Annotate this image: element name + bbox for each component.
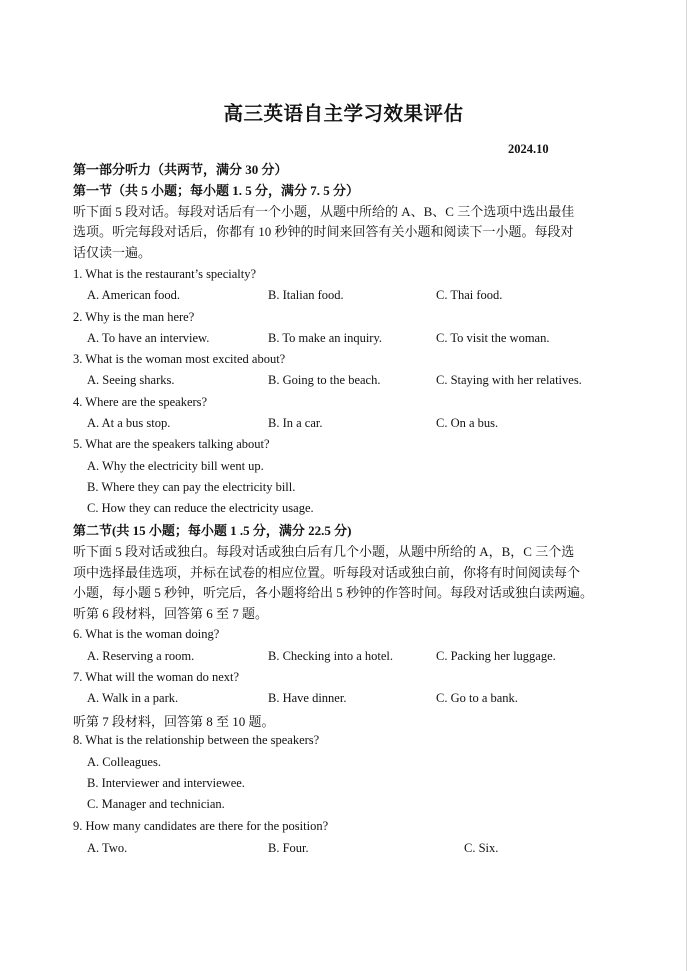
question-stem-4: 4. Where are the speakers? [73, 395, 208, 409]
section2-instruction-line: 项中选择最佳选项，并标在试卷的相应位置。听每段对话或独白前，你将有时间阅读每个 [73, 565, 581, 580]
q8-option-c: C. Manager and technician. [87, 797, 225, 811]
q6-option-b: B. Checking into a hotel. [268, 649, 393, 663]
section1-heading: 第一节（共 5 小题；每小题 1. 5 分，满分 7. 5 分） [73, 183, 360, 198]
question-stem-1: 1. What is the restaurant’s specialty? [73, 267, 257, 281]
q2-option-c: C. To visit the woman. [436, 331, 550, 345]
q7-option-c: C. Go to a bank. [436, 691, 518, 705]
page-title: 高三英语自主学习效果评估 [223, 104, 464, 125]
question-stem-6: 6. What is the woman doing? [73, 627, 220, 641]
exam-date: 2024.10 [508, 142, 549, 156]
q3-option-b: B. Going to the beach. [268, 373, 381, 387]
q6-option-c: C. Packing her luggage. [436, 649, 556, 663]
q4-option-b: B. In a car. [268, 416, 323, 430]
q8-option-a: A. Colleagues. [87, 755, 161, 769]
q9-option-b: B. Four. [268, 841, 309, 855]
q1-option-c: C. Thai food. [436, 288, 503, 302]
q7-option-b: B. Have dinner. [268, 691, 347, 705]
q3-option-a: A. Seeing sharks. [87, 373, 175, 387]
section2-instruction-line: 小题，每小题 5 秒钟，听完后，各小题将给出 5 秒钟的作答时间。每段对话或独白读两遍。 [73, 585, 594, 600]
material-7-note: 听第 7 段材料，回答第 8 至 10 题。 [73, 714, 275, 729]
q2-option-a: A. To have an interview. [87, 331, 210, 345]
q4-option-a: A. At a bus stop. [87, 416, 171, 430]
q1-option-a: A. American food. [87, 288, 181, 302]
question-stem-2: 2. Why is the man here? [73, 310, 195, 324]
section1-instruction-line: 听下面 5 段对话。每段对话后有一个小题，从题中所给的 A、B、C 三个选项中选出最佳 [73, 204, 575, 219]
question-stem-9: 9. How many candidates are there for the position? [73, 819, 329, 833]
q9-option-a: A. Two. [87, 841, 128, 855]
section2-instruction-line: 听下面 5 段对话或独白。每段对话或独白后有几个小题，从题中所给的 A，B，C 三个选 [73, 544, 575, 559]
question-stem-7: 7. What will the woman do next? [73, 670, 240, 684]
q8-option-b: B. Interviewer and interviewee. [87, 776, 245, 790]
q5-option-c: C. How they can reduce the electricity usage. [87, 501, 314, 515]
q1-option-b: B. Italian food. [268, 288, 344, 302]
q6-option-a: A. Reserving a room. [87, 649, 195, 663]
q2-option-b: B. To make an inquiry. [268, 331, 383, 345]
question-stem-5: 5. What are the speakers talking about? [73, 437, 270, 451]
question-stem-3: 3. What is the woman most excited about? [73, 352, 286, 366]
q3-option-c: C. Staying with her relatives. [436, 373, 582, 387]
q5-option-a: A. Why the electricity bill went up. [87, 459, 264, 473]
q5-option-b: B. Where they can pay the electricity bill. [87, 480, 296, 494]
section2-heading: 第二节(共 15 小题；每小题 1 .5 分，满分 22.5 分) [73, 523, 352, 538]
section1-instruction-line: 话仅读一遍。 [73, 245, 152, 260]
q4-option-c: C. On a bus. [436, 416, 499, 430]
q9-option-c: C. Six. [464, 841, 499, 855]
q7-option-a: A. Walk in a park. [87, 691, 179, 705]
material-6-note: 听第 6 段材料，回答第 6 至 7 题。 [73, 606, 269, 621]
part1-heading: 第一部分听力（共两节，满分 30 分） [73, 162, 288, 177]
section1-instruction-line: 选项。听完每段对话后，你都有 10 秒钟的时间来回答有关小题和阅读下一小题。每段对 [73, 224, 574, 239]
question-stem-8: 8. What is the relationship between the speakers? [73, 733, 320, 747]
